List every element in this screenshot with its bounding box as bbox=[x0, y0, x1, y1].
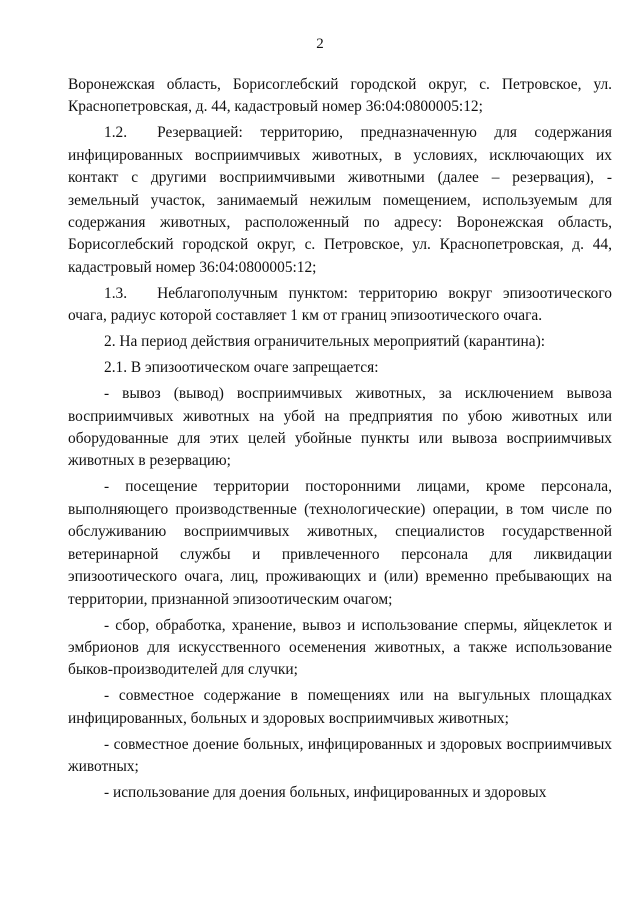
prohibition-item-milking-equipment bbox=[68, 782, 612, 804]
paragraph-text: - использование для доения больных, инфицированных и здоровых bbox=[104, 784, 547, 802]
prohibition-item-joint-milking bbox=[68, 734, 612, 779]
paragraph-text: - совместное содержание в помещениях или на выгульных площадках инфицированных, больных и здоровых восприимчивых животных; bbox=[68, 687, 612, 727]
paragraph-text: - посещение территории посторонними лицами, кроме персонала, выполняющего производственные (технологические) операции, в том числе по обслуживанию восприимчивых животных, специалистов государственной ветеринарной службы и привлеченного персонала для ликвидации эпизоотического очага, лиц, проживающих и (или) временно пребывающих на территории, признанной эпизоотическим очагом; bbox=[68, 478, 612, 608]
document-body bbox=[68, 74, 612, 808]
paragraph-1-2-reservation bbox=[68, 122, 612, 279]
prohibition-item-visits bbox=[68, 476, 612, 610]
paragraph-text: Резервацией: территорию, предназначенную для содержания инфицированных восприимчивых животных, в условиях, исключающих их контакт с другими восприимчивыми животными (далее – резервация), - земельный участок, занимаемый нежилым помещением, используемым для содержания животных, расположенный по адресу: Воронежская область, Борисоглебский городской округ, с. Петровское, ул. Краснопетровская, д. 44, кадастровый номер 36:04:0800005:12; bbox=[68, 124, 612, 276]
prohibition-item-sperm bbox=[68, 615, 612, 682]
paragraph-text: 2.1. В эпизоотическом очаге запрещается: bbox=[104, 359, 379, 377]
paragraph-1-3-unfavorable-point bbox=[68, 283, 612, 328]
paragraph-text: - совместное доение больных, инфицированных и здоровых восприимчивых животных; bbox=[68, 735, 612, 776]
paragraph-text: - вывоз (вывод) восприимчивых животных, за исключением вывоза восприимчивых животных на убой на предприятия по убою животных или оборудованные для этих целей убойные пункты или вывоза восприимчивых животных в резервацию; bbox=[68, 385, 612, 470]
paragraph-2-quarantine-period bbox=[68, 331, 612, 353]
paragraph-text: 2. На период действия ограничительных мероприятий (карантина): bbox=[104, 333, 546, 351]
page-number: 2 bbox=[316, 36, 324, 52]
paragraph-number: 1.2. bbox=[104, 124, 128, 142]
paragraph-text: Воронежская область, Борисоглебский городской округ, с. Петровское, ул. Краснопетровская, д. 44, кадастровый номер 36:04:0800005:12; bbox=[68, 76, 612, 116]
paragraph-address-continuation bbox=[68, 74, 612, 119]
paragraph-text: - сбор, обработка, хранение, вывоз и использование спермы, яйцеклеток и эмбрионов для искусственного осеменения животных, а также использование быков-производителей для случки; bbox=[68, 616, 612, 679]
paragraph-number: 1.3. bbox=[104, 284, 128, 302]
prohibition-item-joint-keeping bbox=[68, 685, 612, 730]
prohibition-item-export bbox=[68, 383, 612, 473]
paragraph-2-1-prohibitions bbox=[68, 357, 612, 379]
paragraph-text: Неблагополучным пунктом: территорию вокруг эпизоотического очага, радиус которой составляет 1 км от границ эпизоотического очага. bbox=[68, 284, 612, 325]
